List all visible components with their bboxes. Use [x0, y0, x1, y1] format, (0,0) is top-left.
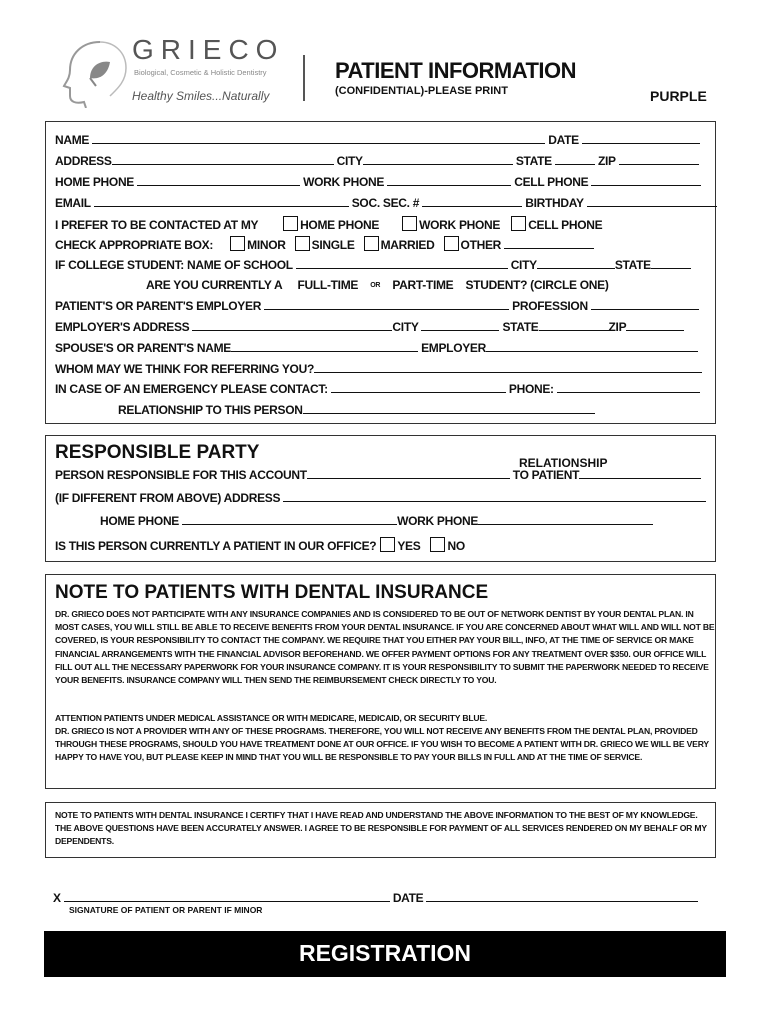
work-phone-field[interactable]	[387, 174, 511, 186]
school-city-field[interactable]	[537, 257, 615, 269]
row-name: NAME DATE	[55, 132, 700, 147]
no-checkbox[interactable]	[430, 537, 445, 552]
ssn-field[interactable]	[422, 195, 522, 207]
row-phones: HOME PHONE WORK PHONE CELL PHONE	[55, 174, 701, 189]
logo-head-icon	[60, 38, 130, 108]
responsible-address-field[interactable]	[283, 490, 706, 502]
row-spouse: SPOUSE'S OR PARENT'S NAME EMPLOYER	[55, 340, 698, 355]
other-field[interactable]	[504, 237, 594, 249]
employer-address-field[interactable]	[192, 319, 392, 331]
birthday-field[interactable]	[587, 195, 717, 207]
row-employer-address: EMPLOYER'S ADDRESS CITY STATE ZIP	[55, 319, 684, 334]
employer-city-field[interactable]	[421, 319, 499, 331]
relationship-field[interactable]	[303, 402, 595, 414]
form-color: PURPLE	[650, 88, 707, 104]
page-subtitle: (CONFIDENTIAL)-PLEASE PRINT	[335, 85, 508, 97]
school-field[interactable]	[296, 257, 508, 269]
cell-phone-field[interactable]	[591, 174, 701, 186]
certification-text: NOTE TO PATIENTS WITH DENTAL INSURANCE I CERTIFY THAT I HAVE READ AND UNDERSTAND THE ABOVE INFORMATION TO THE BEST OF MY KNOWLEDGE. THE ABOVE QUESTIONS HAVE BEEN ACCURATELY ANSWER. I AGREE TO BE RESPONSIBLE FOR PAYMENT OF ALL SERVICES RENDERED ON MY BEHALF OR MY DEPENDENTS.	[55, 810, 707, 847]
row-status: CHECK APPROPRIATE BOX: MINOR SINGLE MARRIED OTHER	[55, 236, 594, 252]
row-relationship: RELATIONSHIP TO THIS PERSON	[118, 402, 595, 417]
row-college: IF COLLEGE STUDENT: NAME OF SCHOOL CITY STATE	[55, 257, 691, 272]
email-field[interactable]	[94, 195, 349, 207]
responsible-person-field[interactable]	[307, 467, 510, 479]
name-field[interactable]	[92, 132, 545, 144]
logo-tagline: Healthy Smiles...Naturally	[132, 89, 270, 103]
row-referral: WHOM MAY WE THINK FOR REFERRING YOU?	[55, 361, 702, 376]
other-checkbox[interactable]	[444, 236, 459, 251]
work-phone-checkbox[interactable]	[402, 216, 417, 231]
row-student-status: ARE YOU CURRENTLY A FULL-TIME OR PART-TIME STUDENT? (CIRCLE ONE)	[146, 278, 609, 292]
employer-zip-field[interactable]	[626, 319, 684, 331]
school-state-field[interactable]	[651, 257, 691, 269]
insurance-attention: ATTENTION PATIENTS UNDER MEDICAL ASSISTANCE OR WITH MEDICARE, MEDICAID, OR SECURITY BLUE.	[55, 713, 488, 723]
row-emergency: IN CASE OF AN EMERGENCY PLEASE CONTACT: PHONE:	[55, 381, 700, 396]
insurance-note-title: NOTE TO PATIENTS WITH DENTAL INSURANCE	[55, 582, 489, 603]
cell-phone-checkbox[interactable]	[511, 216, 526, 231]
emergency-phone-field[interactable]	[557, 381, 700, 393]
row-responsible-person: PERSON RESPONSIBLE FOR THIS ACCOUNT TO PATIENT	[55, 467, 701, 482]
responsible-party-title: RESPONSIBLE PARTY	[55, 442, 260, 463]
row-address: ADDRESS CITY STATE ZIP	[55, 153, 699, 168]
signature-date-field[interactable]	[426, 890, 698, 902]
single-checkbox[interactable]	[295, 236, 310, 251]
responsible-work-phone-field[interactable]	[478, 513, 653, 525]
date-field[interactable]	[582, 132, 700, 144]
header-divider	[303, 55, 305, 101]
row-signature: X DATE	[53, 890, 698, 905]
home-phone-checkbox[interactable]	[283, 216, 298, 231]
registration-label: REGISTRATION	[298, 940, 472, 966]
row-responsible-address: (IF DIFFERENT FROM ABOVE) ADDRESS	[55, 490, 706, 505]
row-responsible-phones: HOME PHONE WORK PHONE	[100, 513, 653, 528]
relationship-label-1: RELATIONSHIP	[519, 456, 608, 470]
referral-field[interactable]	[314, 361, 702, 373]
minor-checkbox[interactable]	[230, 236, 245, 251]
logo-name: GRIECO	[132, 34, 285, 65]
spouse-name-field[interactable]	[231, 340, 418, 352]
row-is-patient: IS THIS PERSON CURRENTLY A PATIENT IN OUR OFFICE? YES NO	[55, 539, 465, 553]
employer-field[interactable]	[264, 298, 509, 310]
zip-field[interactable]	[619, 153, 699, 165]
city-field[interactable]	[363, 153, 513, 165]
insurance-paragraph-1: DR. GRIECO DOES NOT PARTICIPATE WITH ANY INSURANCE COMPANIES AND IS CONSIDERED TO BE OUT OF NETWORK DENTIST BY YOUR DENTAL PLAN. IN MOST CASES, YOU WILL STILL BE ABLE TO RECEIVE BENEFITS FROM YOUR DENTAL INSURANCE. IF YOU ARE CONCERNED ABOUT WHAT WILL AND WILL NOT BE COVERED, IS YOUR RESPONSIBILITY TO CONTACT THE COMPANY. WE REQUIRE THAT YOU EITHER PAY YOUR BILL, INFO, AT THE TIME OF SERVICE OR MAKE FINANCIAL ARRANGEMENTS WITH THE FINANCIAL ADVISOR BEFOREHAND. WE OFFER PAYMENT OPTIONS FOR ANY TREATMENT OVER $350. OUR OFFICE WILL FILL OUT ALL THE NECESSARY PAPERWORK FOR YOUR INSURANCE COMPANY. IT IS YOUR RESPONSIBILITY TO SUBMIT THE PAPERWORK NEEDED TO RECEIVE YOUR BENEFITS. INSURANCE COMPANY WILL THEN SEND THE REIMBURSEMENT CHECK DIRECTLY TO YOU.	[55, 609, 715, 686]
row-contact-pref: I PREFER TO BE CONTACTED AT MY HOME PHONE WORK PHONE CELL PHONE	[55, 218, 603, 232]
page-title: PATIENT INFORMATION	[335, 58, 577, 83]
signature-field[interactable]	[64, 890, 390, 902]
home-phone-field[interactable]	[137, 174, 300, 186]
address-field[interactable]	[112, 153, 334, 165]
logo-subtitle: Biological, Cosmetic & Holistic Dentistry	[134, 68, 267, 77]
spouse-employer-field[interactable]	[486, 340, 698, 352]
yes-checkbox[interactable]	[380, 537, 395, 552]
relationship-to-patient-field[interactable]	[579, 467, 701, 479]
profession-field[interactable]	[591, 298, 699, 310]
employer-state-field[interactable]	[539, 319, 609, 331]
emergency-contact-field[interactable]	[331, 381, 506, 393]
row-employer: PATIENT'S OR PARENT'S EMPLOYER PROFESSION	[55, 298, 699, 313]
married-checkbox[interactable]	[364, 236, 379, 251]
state-field[interactable]	[555, 153, 595, 165]
insurance-paragraph-2: DR. GRIECO IS NOT A PROVIDER WITH ANY OF THESE PROGRAMS. THEREFORE, YOU WILL NOT RECEIVE ANY BENEFITS FROM THE DENTAL PLAN, PROVIDED THROUGH THESE PROGRAMS, SHOULD YOU HAVE TREATMENT DONE AT OUR OFFICE. IF YOU WISH TO BECOME A PATIENT WITH DR. GRIECO WE WILL BE VERY HAPPY TO HAVE YOU, BUT PLEASE KEEP IN MIND THAT YOU WILL BE RESPONSIBLE TO PAY YOUR BILLS IN FULL AND AT THE TIME OF SERVICE.	[55, 726, 709, 763]
responsible-home-phone-field[interactable]	[182, 513, 397, 525]
signature-caption: SIGNATURE OF PATIENT OR PARENT IF MINOR	[69, 905, 263, 915]
row-email: EMAIL SOC. SEC. # BIRTHDAY	[55, 195, 717, 210]
